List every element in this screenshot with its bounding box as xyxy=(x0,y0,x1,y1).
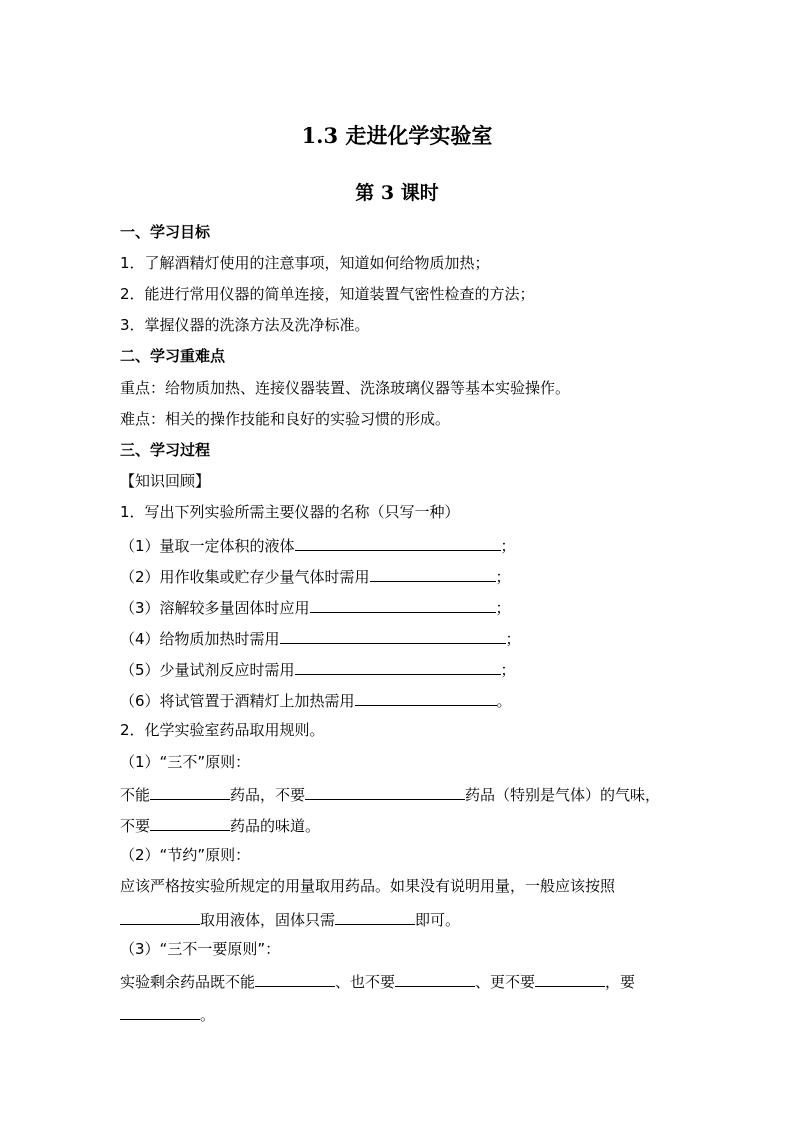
lesson-subtitle: 第 3 课时 xyxy=(355,182,439,204)
question-1-item xyxy=(120,627,521,649)
question-1-item-text: （3）溶解较多量固体时应用 xyxy=(120,599,310,617)
question-1: 1．写出下列实验所需主要仪器的名称（只写一种） xyxy=(120,503,460,521)
objective-item: 3．掌握仪器的洗涤方法及洗净标准。 xyxy=(120,316,370,334)
answer-blank[interactable] xyxy=(335,908,415,925)
difficult-point-text: 难点：相关的操作技能和良好的实验习惯的形成。 xyxy=(120,410,451,428)
item-end-punct: ； xyxy=(495,568,511,586)
question-1-item xyxy=(120,658,516,680)
question-1-item-text: （5）少量试剂反应时需用 xyxy=(120,661,295,679)
rule-text: 药品（特别是气体）的气味， xyxy=(465,786,661,804)
answer-blank[interactable] xyxy=(150,783,230,800)
rule-2-text: 应该严格按实验所规定的用量取用药品。如果没有说明用量，一般应该按照 xyxy=(120,877,616,895)
answer-blank[interactable] xyxy=(310,596,496,613)
rule-1-line xyxy=(120,814,320,836)
rule-3-line xyxy=(120,1003,215,1025)
question-1-item-text: （2）用作收集或贮存少量气体时需用 xyxy=(120,568,370,586)
rule-3-label: （3）“三不一要原则”： xyxy=(120,940,281,958)
question-1-item xyxy=(120,596,511,618)
rule-1-label: （1）“三不”原则： xyxy=(120,753,251,771)
question-1-item xyxy=(120,689,512,711)
answer-blank[interactable] xyxy=(395,970,475,987)
answer-blank[interactable] xyxy=(305,783,465,800)
section-heading-objectives: 一、学习目标 xyxy=(120,223,211,241)
question-1-item-text: （6）将试管置于酒精灯上加热需用 xyxy=(120,692,355,710)
rule-text: 药品，不要 xyxy=(230,786,306,804)
question-1-item xyxy=(120,565,511,587)
rule-text: 取用液体，固体只需 xyxy=(200,911,336,929)
objective-item: 2．能进行常用仪器的简单连接，知道装置气密性检查的方法； xyxy=(120,285,535,303)
rule-text: 即可。 xyxy=(415,911,461,929)
item-end-punct: ； xyxy=(500,661,516,679)
question-1-item-text: （4）给物质加热时需用 xyxy=(120,630,280,648)
answer-blank[interactable] xyxy=(295,658,501,675)
rule-2-line xyxy=(120,908,460,930)
document-title: 1.3 走进化学实验室 xyxy=(301,123,493,148)
rule-text: 、更不要 xyxy=(475,973,536,991)
rule-text: 不能 xyxy=(120,786,151,804)
answer-blank[interactable] xyxy=(120,908,200,925)
rule-text: 不要 xyxy=(120,817,151,835)
rule-3-line xyxy=(120,970,635,992)
rule-text: 药品的味道。 xyxy=(230,817,321,835)
rule-text: 实验剩余药品既不能 xyxy=(120,973,256,991)
question-1-item xyxy=(120,534,516,556)
section-heading-process: 三、学习过程 xyxy=(120,441,211,459)
rule-text: 。 xyxy=(200,1006,216,1024)
item-end-punct: ； xyxy=(500,537,516,555)
answer-blank[interactable] xyxy=(370,565,496,582)
rule-1-line xyxy=(120,783,660,805)
rule-2-label: （2）“节约”原则： xyxy=(120,846,251,864)
answer-blank[interactable] xyxy=(150,814,230,831)
item-end-punct: ； xyxy=(495,599,511,617)
objective-item: 1．了解酒精灯使用的注意事项，知道如何给物质加热； xyxy=(120,254,490,272)
question-1-item-text: （1）量取一定体积的液体 xyxy=(120,537,295,555)
key-point-text: 重点：给物质加热、连接仪器装置、洗涤玻璃仪器等基本实验操作。 xyxy=(120,379,571,397)
answer-blank[interactable] xyxy=(255,970,335,987)
answer-blank[interactable] xyxy=(120,1003,200,1020)
item-end-punct: ； xyxy=(505,630,521,648)
answer-blank[interactable] xyxy=(295,534,501,551)
rule-text: 、也不要 xyxy=(335,973,396,991)
answer-blank[interactable] xyxy=(355,689,497,706)
review-label: 【知识回顾】 xyxy=(120,472,211,490)
item-end-punct: 。 xyxy=(496,692,512,710)
section-heading-key-points: 二、学习重难点 xyxy=(120,347,226,365)
answer-blank[interactable] xyxy=(280,627,506,644)
answer-blank[interactable] xyxy=(535,970,605,987)
question-2: 2．化学实验室药品取用规则。 xyxy=(120,721,325,739)
rule-text: ，要 xyxy=(605,973,636,991)
